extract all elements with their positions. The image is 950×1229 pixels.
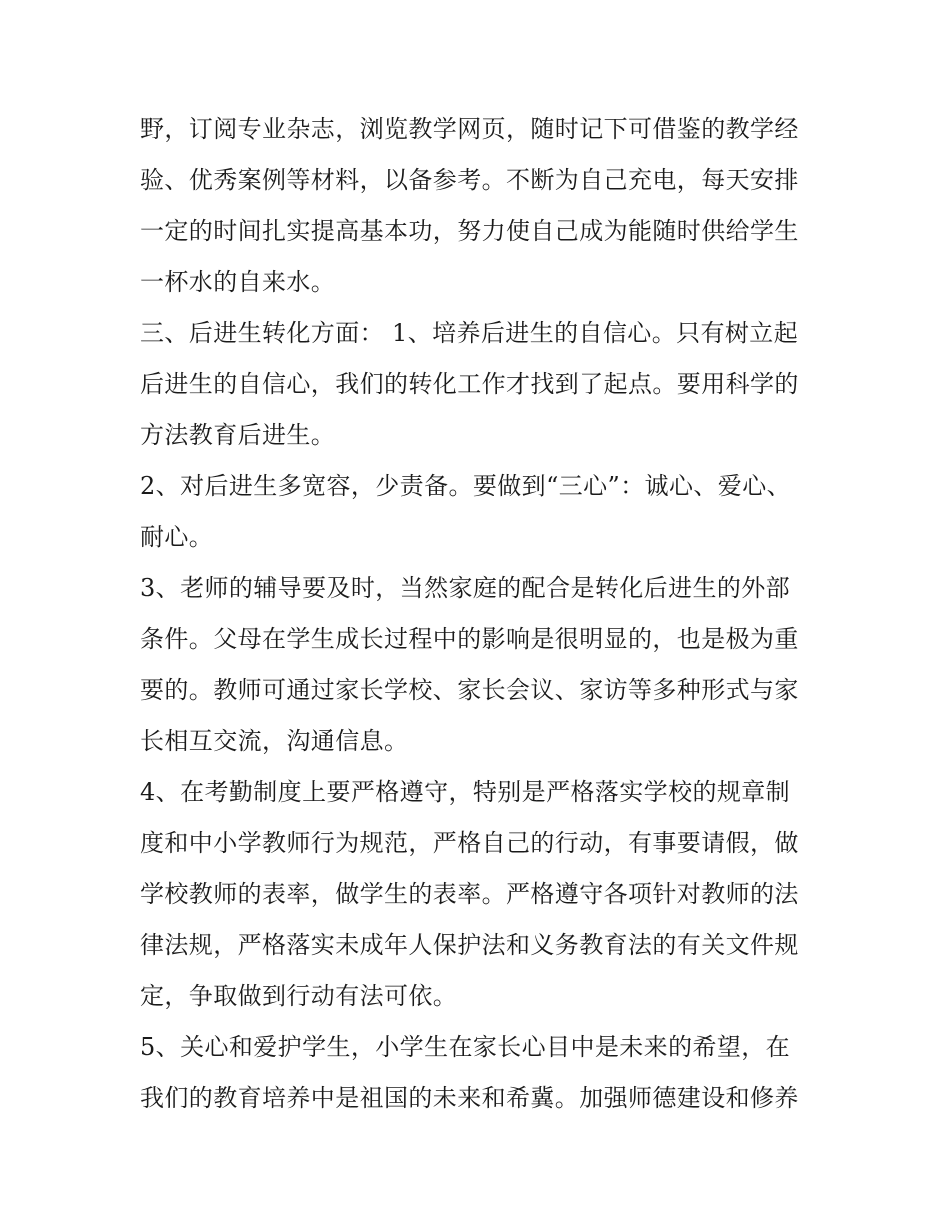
text-line: 耐心。 — [140, 523, 214, 551]
document-page — [140, 104, 820, 1124]
text-line: 度和中小学教师行为规范，严格自己的行动，有事要请假，做 — [140, 829, 799, 857]
text-line: 律法规，严格落实未成年人保护法和义务教育法的有关文件规 — [140, 931, 799, 959]
text-line: 定，争取做到行动有法可依。 — [140, 982, 458, 1010]
text-line: 方法教育后进生。 — [140, 421, 336, 449]
text-line: 一杯水的自来水。 — [140, 268, 336, 296]
text-line: 我们的教育培养中是祖国的未来和希冀。加强师德建设和修养 — [140, 1084, 799, 1112]
list-item-line: 2、对后进生多宽容，少责备。要做到“三心”：诚心、爱心、 — [140, 472, 792, 500]
text-line: 长相互交流，沟通信息。 — [140, 727, 409, 755]
list-item-line: 5、关心和爱护学生，小学生在家长心目中是未来的希望，在 — [140, 1033, 791, 1061]
text-line: 后进生的自信心，我们的转化工作才找到了起点。要用科学的 — [140, 370, 799, 398]
text-line: 学校教师的表率，做学生的表率。严格遵守各项针对教师的法 — [140, 880, 799, 908]
text-line: 要的。教师可通过家长学校、家长会议、家访等多种形式与家 — [140, 676, 799, 704]
text-line: 条件。父母在学生成长过程中的影响是很明显的，也是极为重 — [140, 625, 799, 653]
list-item-line: 3、老师的辅导要及时，当然家庭的配合是转化后进生的外部 — [140, 574, 791, 602]
list-item-line: 4、在考勤制度上要严格遵守，特别是严格落实学校的规章制 — [140, 778, 791, 806]
text-line: 野，订阅专业杂志，浏览教学网页，随时记下可借鉴的教学经 — [140, 115, 799, 143]
text-line: 一定的时间扎实提高基本功，努力使自己成为能随时供给学生 — [140, 217, 799, 245]
section-heading-line: 三、后进生转化方面： 1、培养后进生的自信心。只有树立起 — [140, 319, 799, 347]
text-line: 验、优秀案例等材料，以备参考。不断为自己充电，每天安排 — [140, 166, 799, 194]
